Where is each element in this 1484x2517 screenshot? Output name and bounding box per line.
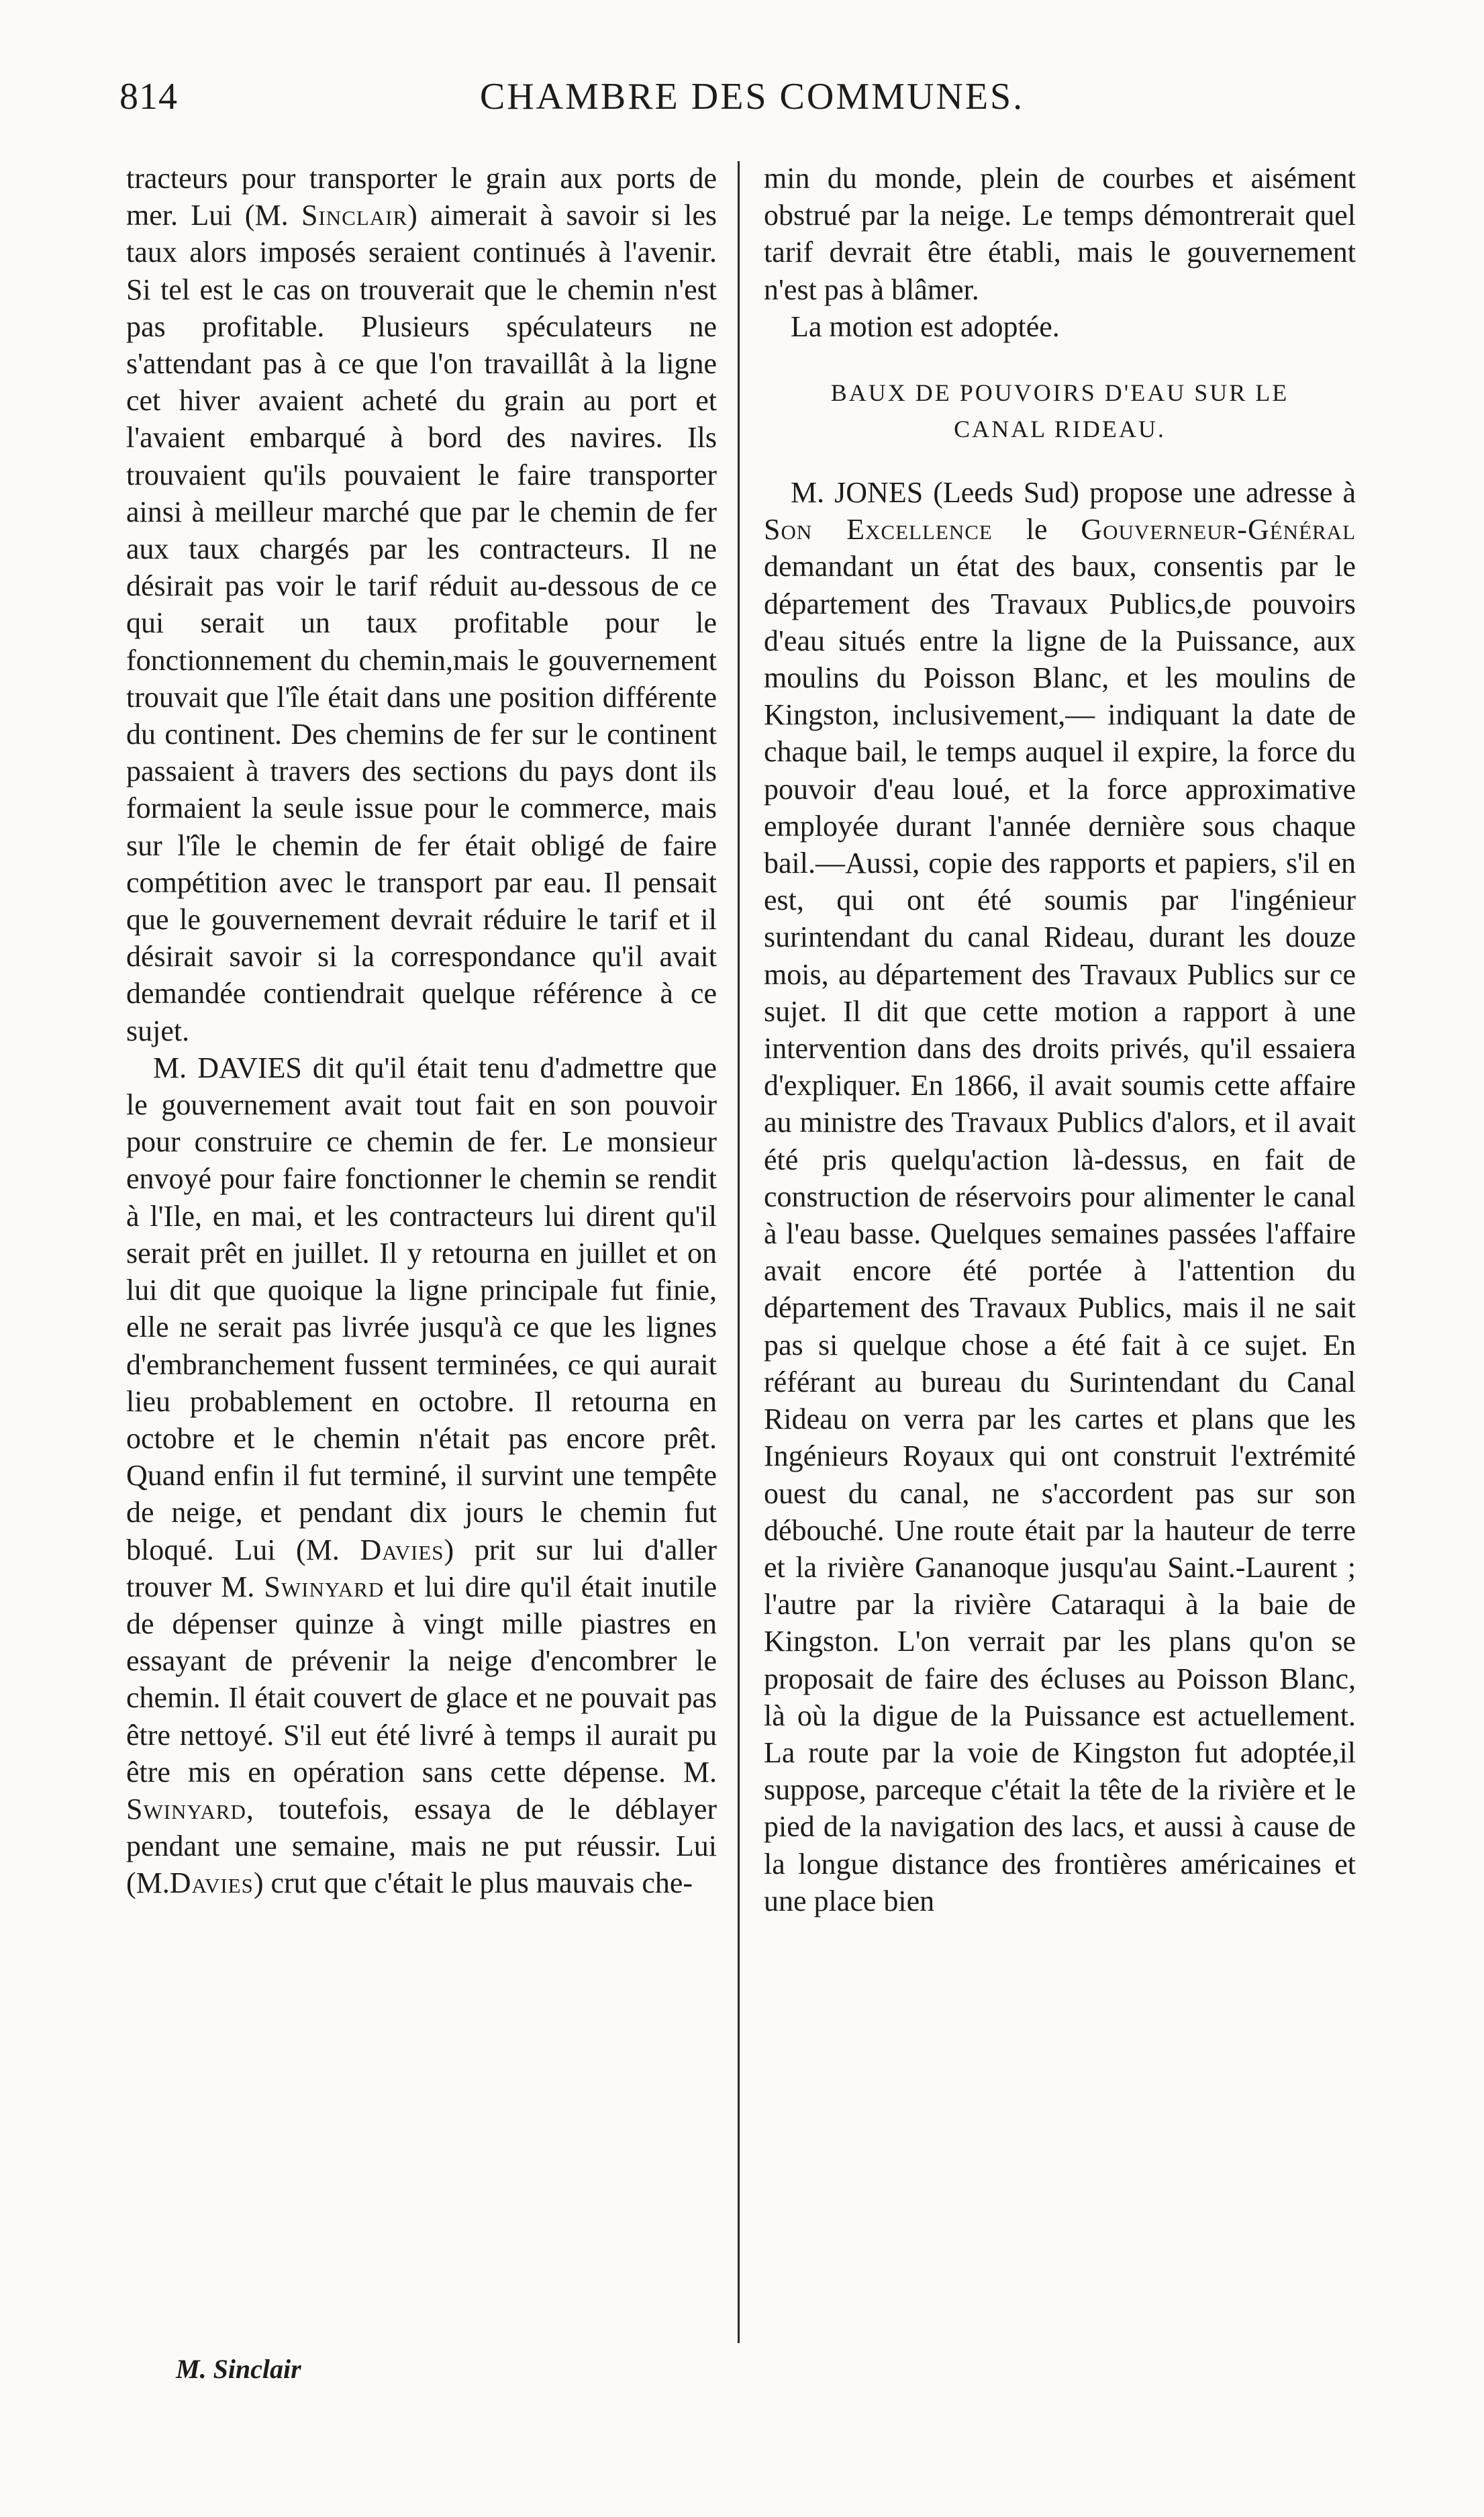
running-title: CHAMBRE DES COMMUNES. bbox=[479, 76, 1025, 117]
paragraph: tracteurs pour transporter le grain aux ports de mer. Lui (M. Sinclair) aimerait à savoir si les taux alors imposés seraient continués à l'avenir. Si tel est le cas on trouverait que le chemin n'est pas profitable. Plusieurs spéculateurs ne s'attendant pas à ce que l'on travaillât à la ligne cet hiver avaient acheté du grain au port et l'avaient embarqué à bord des navires. Ils trouvaient qu'ils pouvaient le faire transporter ainsi à meilleur marché que par le chemin de fer aux taux chargés par les contracteurs. Il ne désirait pas voir le tarif réduit au-dessous de ce qui serait un taux profitable pour le fonctionnement du chemin,mais le gouvernement trouvait que l'île était dans une position différente du continent. Des chemins de fer sur le continent passaient à travers des sections du pays dont ils formaient la seule issue pour le commerce, mais sur l'île le chemin de fer était obligé de faire compétition avec le transport par eau. Il pensait que le gouvernement devrait réduire le tarif et il désirait savoir si la correspondance qu'il avait demandée contiendrait quelque référence à ce sujet. bbox=[126, 162, 717, 1047]
paragraph: min du monde, plein de courbes et aisément obstrué par la neige. Le temps démontrerait quel tarif devrait être établi, mais le gouvernement n'est pas à blâmer. bbox=[764, 162, 1356, 306]
speaker-name: Davies bbox=[360, 1533, 444, 1566]
paragraph: La motion est adoptée. bbox=[791, 310, 1060, 343]
honorific: Gouverneur-Général bbox=[1081, 513, 1356, 547]
paragraph: M. JONES (Leeds Sud) propose une adresse à Son Excellence le Gouverneur-Général demandant un état des baux, consentis par le département des Travaux Publics,de pouvoirs d'eau situés entre la ligne de la Puissance, aux moulins du Poisson Blanc, et les moulins de Kingston, inclusivement,— indiquant la date de chaque bail, le temps auquel il expire, la force du pouvoir d'eau loué, et la force approximative employée durant l'année dernière sous chaque bail.—Aussi, copie des rapports et papiers, s'il en est, qui ont été soumis par l'ingénieur surintendant du canal Rideau, durant les douze mois, au département des Travaux Publics sur ce sujet. Il dit que cette motion a rapport à une intervention dans des droits privés, qu'il essaiera d'expliquer. En 1866, il avait soumis cette affaire au ministre des Travaux Publics d'alors, et il avait été pris quelqu'action là-dessus, en fait de construction de réservoirs pour alimenter le canal à l'eau basse. Quelques semaines passées l'affaire avait encore été portée à l'attention du département des Travaux Publics, mais il ne sait pas si quelque chose a été fait à ce sujet. En référant au bureau du Surintendant du Canal Rideau on verra par les cartes et plans que les Ingénieurs Royaux qui ont construit l'extrémité ouest du canal, ne s'accordent pas sur son débouché. Une route était par la hauteur de terre et la rivière Gananoque jusqu'au Saint.-Laurent ; l'autre par la rivière Cataraqui à la baie de Kingston. L'on verrait par les plans qu'on se proposait de faire des écluses au Poisson Blanc, là où la digue de la Puissance est actuellement. La route par la voie de Kingston fut adoptée,il suppose, parceque c'était la tête de la rivière et le pied de la navigation des lacs, et aussi à cause de la longue distance des frontières américaines et une place bien bbox=[764, 476, 1356, 1917]
speaker-name: Sinclair bbox=[301, 199, 408, 232]
catchword: M. Sinclair bbox=[176, 2354, 301, 2384]
person-name: Swinyard bbox=[126, 1792, 246, 1825]
page-number: 814 bbox=[119, 76, 178, 117]
speaker-name: Davies bbox=[169, 1866, 254, 1900]
section-heading: BAUX DE POUVOIRS D'EAU SUR LE CANAL RIDEAU. bbox=[830, 379, 1289, 443]
right-column bbox=[764, 160, 1356, 1919]
paragraph: M. DAVIES dit qu'il était tenu d'admettre que le gouvernement avait tout fait en son pouvoir pour construire ce chemin de fer. Le monsieur envoyé pour faire fonctionner le chemin se rendit à l'Ile, en mai, et les contracteurs lui dirent qu'il serait prêt en juillet. Il y retourna en juillet et on lui dit que quoique la ligne principale fut finie, elle ne serait pas livrée jusqu'à ce que les lignes d'embranchement fussent terminées, ce qui aurait lieu probablement en octobre. Il retourna en octobre et le chemin n'était pas encore prêt. Quand enfin il fut terminé, il survint une tempête de neige, et pendant dix jours le chemin fut bloqué. Lui (M. Davies) prit sur lui d'aller trouver M. Swinyard et lui dire qu'il était inutile de dépenser quinze à vingt mille piastres en essayant de prévenir la neige d'encombrer le chemin. Il était couvert de glace et ne pouvait pas être nettoyé. S'il eut été livré à temps il aurait pu être mis en opération sans cette dépense. M. Swinyard, toutefois, essaya de le déblayer pendant une semaine, mais ne put réussir. Lui (M.Davies) crut que c'était le plus mauvais che- bbox=[126, 1051, 717, 1900]
page-header bbox=[119, 75, 1385, 129]
honorific: Son Excellence bbox=[764, 513, 993, 547]
column-divider bbox=[738, 161, 740, 2343]
person-name: Swinyard bbox=[264, 1570, 385, 1603]
left-column bbox=[126, 160, 717, 1902]
